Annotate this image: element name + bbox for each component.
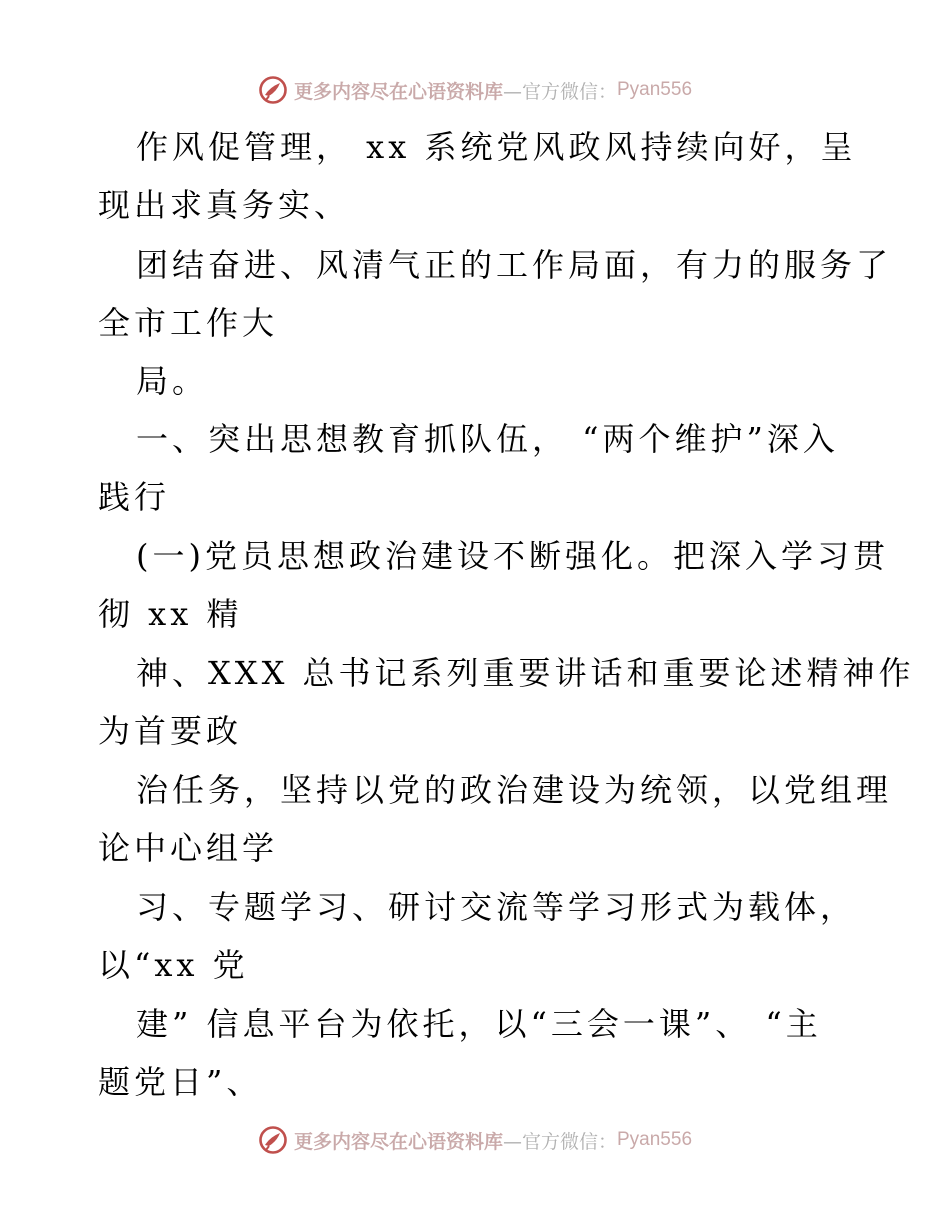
body-line: 治任务，坚持以党的政治建设为统领，以党组理 [136,771,893,809]
watermark-site-text: 更多内容尽在心语资料库 [293,1130,503,1153]
body-line: 论中心组学 [98,829,279,867]
body-line: 作风促管理， xx 系统党风政风持续向好，呈 [136,128,857,166]
body-line: 为首要政 [98,712,243,750]
pen-logo-icon [258,75,288,105]
body-line: 习、专题学习、研讨交流等学习形式为载体， [136,888,857,926]
body-line: 神、XXX 总书记系列重要讲话和重要论述精神作 [136,654,915,692]
body-line: 以“xx 党 [98,946,249,984]
body-line: 局。 [136,362,209,400]
watermark-wechat-label: —官方微信： [502,80,617,103]
watermark-footer [0,1122,950,1158]
body-line: 题党日”、 [98,1063,263,1101]
watermark-site-text: 更多内容尽在心语资料库 [293,80,503,103]
watermark-wechat-label: —官方微信： [502,1130,617,1153]
section-heading: 一、突出思想教育抓队伍， “两个维护”深入 [136,420,839,458]
body-line: 团结奋进、风清气正的工作局面，有力的服务了 [136,246,893,284]
body-line: (一)党员思想政治建设不断强化。把深入学习贯 [136,537,889,575]
body-line: 建” 信息平台为依托，以“三会一课”、 “主 [136,1005,822,1043]
pen-logo-icon [258,1125,288,1155]
body-line: 全市工作大 [98,304,279,342]
watermark-wechat-id: Pyan556 [617,1129,693,1150]
section-heading: 践行 [98,478,171,516]
body-line: 彻 xx 精 [98,595,243,633]
body-line: 现出求真务实、 [98,186,351,224]
watermark-header [0,72,950,108]
watermark-wechat-id: Pyan556 [617,79,693,100]
